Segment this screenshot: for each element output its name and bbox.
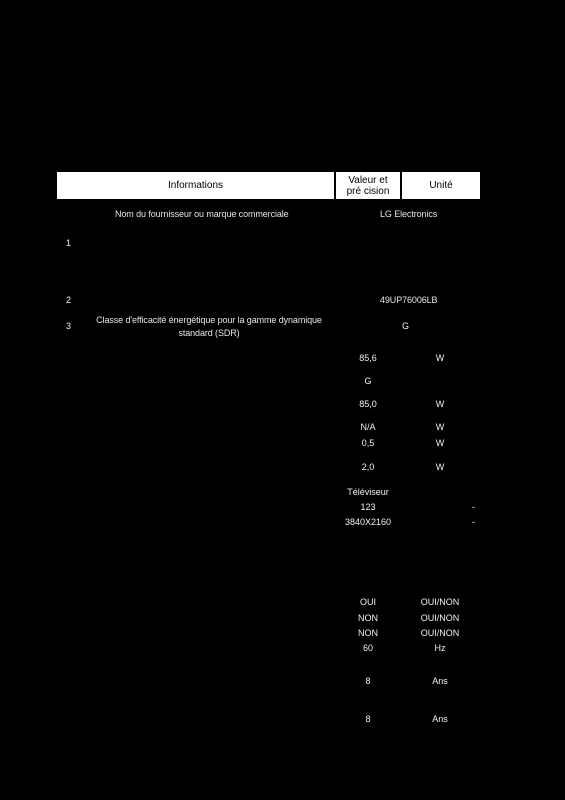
value-cell: 8 [365, 676, 371, 686]
header-unite-label: Unité [429, 180, 453, 191]
unit-cell: Ans [432, 714, 448, 724]
value-cell: N/A [360, 422, 376, 432]
header-informations [56, 171, 335, 200]
header-valeur [335, 171, 401, 200]
value-cell: 85,0 [359, 399, 377, 409]
screen-resolution: 3840X2160 [344, 517, 392, 527]
unit-cell: Hz [434, 643, 446, 653]
unit-cell: W [435, 462, 445, 472]
row-number-3: 3 [66, 321, 72, 331]
dash-2: - [472, 517, 475, 527]
class-label-line1: Classe d'efficacité énergétique pour la gamme dynamique [96, 315, 322, 325]
supplier-label: Nom du fournisseur ou marque commerciale [115, 209, 289, 219]
screen-type: Téléviseur [347, 487, 389, 497]
unit-cell: W [435, 422, 445, 432]
class-label-line2: standard (SDR) [178, 328, 240, 338]
unit-cell: OUI/NON [420, 613, 460, 623]
value-cell: 8 [365, 714, 371, 724]
unit-cell: W [435, 399, 445, 409]
header-valeur-label: Valeur et pré cision [346, 174, 390, 197]
unit-cell: W [435, 438, 445, 448]
class-value: G [402, 321, 410, 331]
value-cell: 2,0 [361, 462, 375, 472]
row-number-2: 2 [66, 295, 72, 305]
unit-cell: OUI/NON [420, 597, 460, 607]
model-value: 49UP76006LB [380, 295, 438, 305]
supplier-value: LG Electronics [380, 209, 438, 219]
unit-cell: Ans [432, 676, 448, 686]
value-cell: OUI [359, 597, 376, 607]
row-number-1: 1 [66, 238, 72, 248]
value-cell: G [364, 376, 372, 386]
screen-diagonal: 123 [360, 502, 376, 512]
unit-cell: OUI/NON [420, 628, 460, 638]
dash-1: - [472, 502, 475, 512]
value-cell: 60 [362, 643, 373, 653]
header-informations-label: Informations [167, 180, 224, 191]
value-cell: NON [358, 628, 378, 638]
value-cell: NON [358, 613, 378, 623]
value-cell: 85,6 [359, 353, 377, 363]
header-unite [401, 171, 481, 200]
unit-cell: W [435, 353, 445, 363]
value-cell: 0,5 [361, 438, 375, 448]
